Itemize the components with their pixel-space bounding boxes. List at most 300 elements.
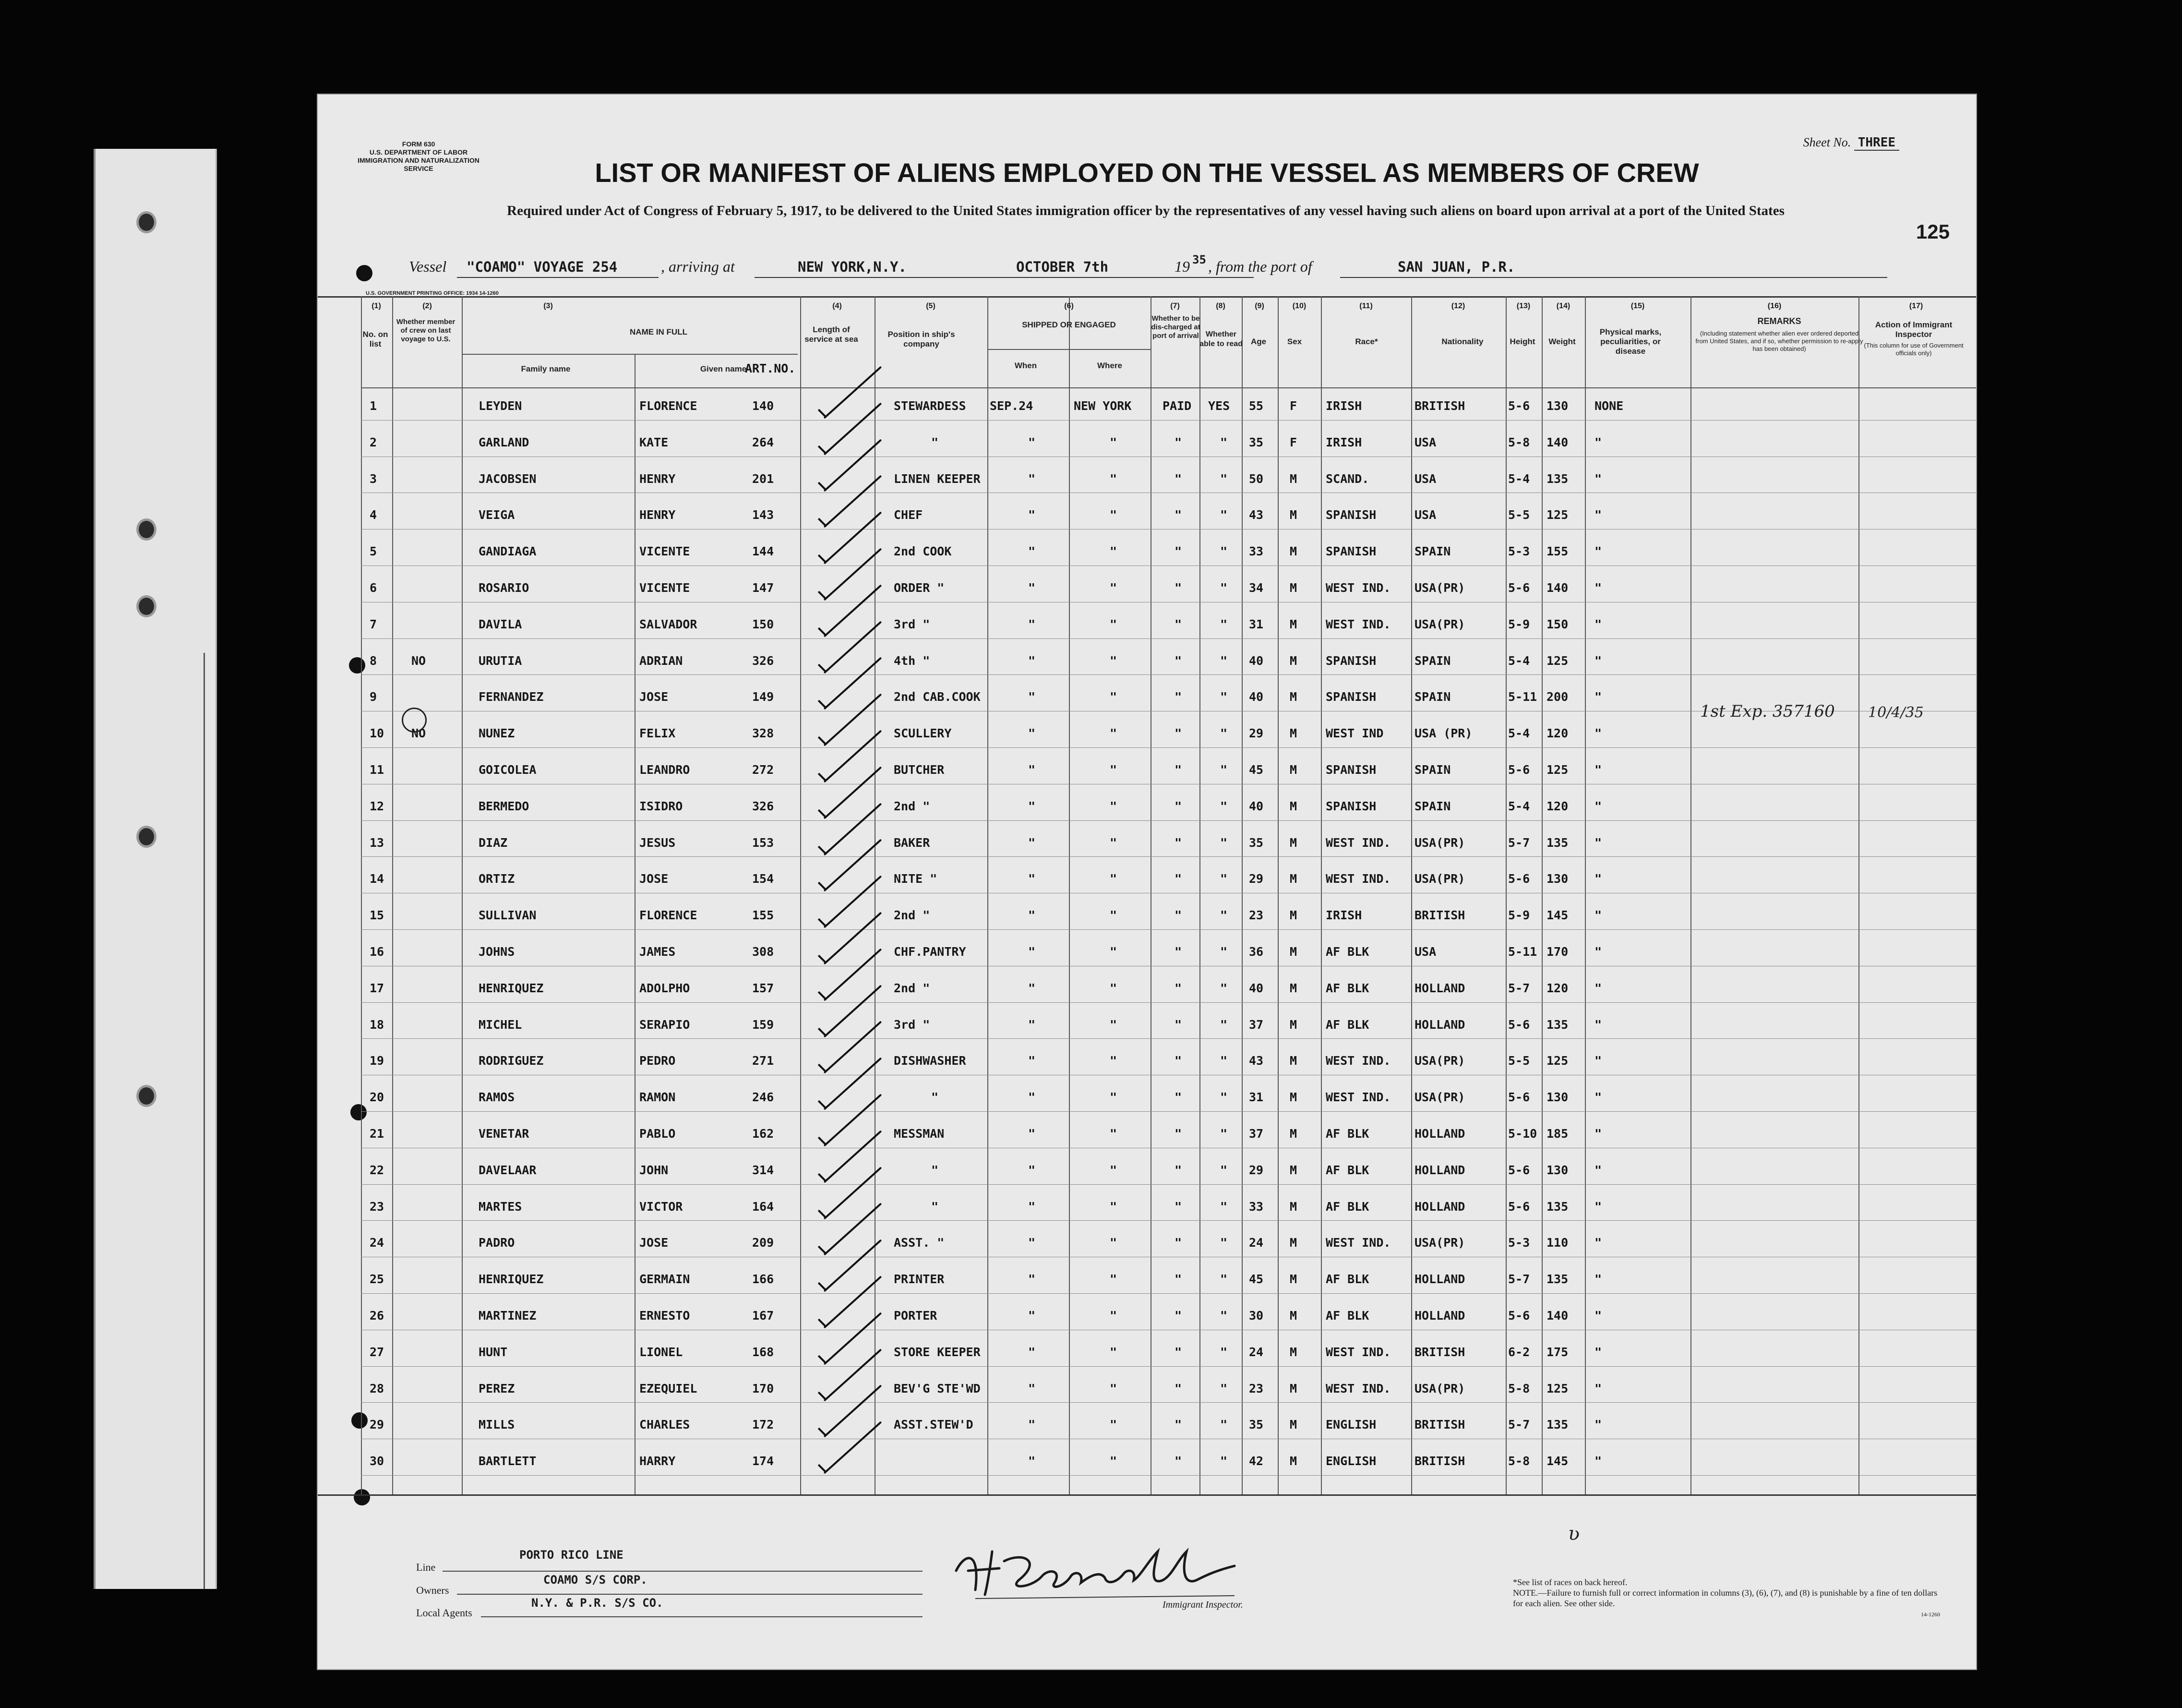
cell-row-number: 3 [370,471,377,486]
cell-position: 2nd " [894,981,930,995]
cell-able-to-read: " [1220,1127,1228,1141]
cell-able-to-read: " [1220,981,1228,995]
cell-able-to-read: " [1220,1090,1228,1105]
row-rule [361,1402,1976,1403]
cell-age: 29 [1249,1163,1264,1177]
cell-height: 5-4 [1508,726,1530,741]
cell-able-to-read: " [1220,835,1228,850]
cell-height: 5-6 [1508,763,1530,777]
agents-value: N.Y. & P.R. S/S CO. [531,1596,663,1610]
cell-sex: M [1290,981,1297,995]
cell-sex: M [1290,1236,1297,1250]
cell-age: 31 [1249,617,1264,631]
cell-art-number: 326 [752,653,774,668]
member-circle-mark [402,708,427,733]
cell-physical-marks: " [1595,617,1602,631]
cell-age: 37 [1249,1127,1264,1141]
cell-family-name: JACOBSEN [479,471,537,486]
header-remarks-note: (Including statement whether alien ever ordered deported from United States, and if so, whether permission to re-apply has been obtained) [1695,330,1863,352]
cell-shipped-when: " [1028,726,1036,741]
cell-nationality: BRITISH [1415,1418,1465,1432]
cell-able-to-read: " [1220,1054,1228,1068]
cell-family-name: GANDIAGA [479,544,537,559]
cell-nationality: USA(PR) [1415,872,1465,886]
cell-row-number: 25 [370,1272,384,1287]
cell-family-name: NUNEZ [479,726,515,741]
cell-nationality: USA(PR) [1415,1054,1465,1068]
cell-shipped-when: " [1028,799,1036,813]
cell-given-name: ADRIAN [639,653,683,668]
column-number: (10) [1292,302,1307,310]
cell-sex: M [1290,1272,1297,1287]
cell-race: WEST IND [1326,726,1384,741]
cell-able-to-read: " [1220,1418,1228,1432]
cell-family-name: URUTIA [479,653,522,668]
cell-height: 5-6 [1508,872,1530,886]
cell-height: 5-7 [1508,835,1530,850]
cell-weight: 110 [1547,1236,1569,1250]
cell-shipped-where: " [1110,835,1117,850]
cell-discharged: " [1175,763,1182,777]
cell-race: AF BLK [1326,1163,1369,1177]
cell-able-to-read: " [1220,1309,1228,1323]
cell-weight: 130 [1547,872,1569,886]
column-divider [1199,296,1200,1494]
cell-able-to-read: " [1220,653,1228,668]
cell-position: 2nd " [894,799,930,813]
cell-sex: M [1290,1454,1297,1468]
header-no-on-list: No. on list [362,330,388,349]
cell-physical-marks: " [1595,726,1602,741]
cell-art-number: 168 [752,1345,774,1359]
cell-shipped-where: " [1110,945,1117,959]
cell-nationality: BRITISH [1415,1345,1465,1359]
cell-sex: M [1290,1345,1297,1359]
cell-sex: M [1290,1163,1297,1177]
cell-age: 45 [1249,1272,1264,1287]
cell-age: 29 [1249,872,1264,886]
cell-race: WEST IND. [1326,872,1391,886]
header-length-service: Length of service at sea [804,325,858,344]
cell-physical-marks: " [1595,1127,1602,1141]
cell-shipped-where: " [1110,508,1117,522]
cell-position: 4th " [894,653,930,668]
vessel-label: Vessel [409,258,447,275]
cell-height: 5-7 [1508,1272,1530,1287]
cell-physical-marks: " [1595,1418,1602,1432]
cell-discharged: PAID [1163,399,1192,413]
cell-given-name: ADOLPHO [639,981,690,995]
cell-shipped-when: " [1028,1272,1036,1287]
cell-art-number: 308 [752,945,774,959]
cell-shipped-where: " [1110,1381,1117,1395]
cell-age: 31 [1249,1090,1264,1105]
cell-age: 24 [1249,1345,1264,1359]
cell-height: 5-6 [1508,1017,1530,1032]
cell-shipped-where: " [1110,1309,1117,1323]
column-number: (17) [1909,302,1923,310]
cell-art-number: 154 [752,872,774,886]
cell-row-number: 1 [370,399,377,413]
cell-sex: M [1290,1381,1297,1395]
cell-member-last-voyage: NO [411,653,426,668]
cell-shipped-where: " [1110,799,1117,813]
header-where: Where [1097,361,1122,370]
binder-hole [136,211,156,233]
cell-shipped-where: " [1110,1418,1117,1432]
cell-art-number: 162 [752,1127,774,1141]
cell-given-name: VICENTE [639,544,690,559]
cell-given-name: JOSE [639,690,669,704]
cell-age: 24 [1249,1236,1264,1250]
cell-row-number: 29 [370,1418,384,1432]
header-discharged: Whether to be dis-charged at port of arrival [1151,314,1200,340]
header-family-name: Family name [521,364,571,373]
cell-weight: 135 [1547,1272,1569,1287]
header-remarks: REMARKS [1757,316,1801,326]
cell-shipped-when: " [1028,690,1036,704]
cell-discharged: " [1175,508,1182,522]
cell-height: 5-6 [1508,1199,1530,1214]
cell-able-to-read: " [1220,544,1228,559]
cell-sex: M [1290,1127,1297,1141]
cell-shipped-where: " [1110,1127,1117,1141]
cell-art-number: 314 [752,1163,774,1177]
cell-sex: M [1290,908,1297,923]
cell-weight: 200 [1547,690,1569,704]
cell-nationality: USA (PR) [1415,726,1473,741]
cell-art-number: 155 [752,908,774,923]
column-number: (6) [1064,302,1074,310]
cell-able-to-read: " [1220,471,1228,486]
cell-shipped-where: " [1110,763,1117,777]
cell-nationality: BRITISH [1415,399,1465,413]
cell-weight: 135 [1547,1199,1569,1214]
cell-race: IRISH [1326,435,1362,449]
cell-sex: M [1290,1418,1297,1432]
cell-race: AF BLK [1326,1272,1369,1287]
cell-discharged: " [1175,1454,1182,1468]
form-code: 14-1260 [1921,1611,1940,1618]
cell-shipped-when: " [1028,835,1036,850]
cell-age: 35 [1249,435,1264,449]
cell-family-name: DIAZ [479,835,508,850]
cell-art-number: 153 [752,835,774,850]
cell-family-name: HENRIQUEZ [479,981,544,995]
cell-able-to-read: " [1220,908,1228,923]
cell-physical-marks: " [1595,471,1602,486]
cell-shipped-when: " [1028,1127,1036,1141]
cell-row-number: 2 [370,435,377,449]
cell-position: ORDER " [894,581,945,595]
header-age: Age [1250,337,1267,346]
cell-sex: M [1290,835,1297,850]
cell-weight: 155 [1547,544,1569,559]
cell-weight: 170 [1547,945,1569,959]
cell-race: AF BLK [1326,945,1369,959]
cell-height: 5-7 [1508,981,1530,995]
cell-weight: 185 [1547,1127,1569,1141]
cell-age: 34 [1249,581,1264,595]
cell-position: BAKER [894,835,930,850]
header-height: Height [1510,337,1535,346]
cell-row-number: 16 [370,945,384,959]
cell-weight: 125 [1547,763,1569,777]
cell-nationality: HOLLAND [1415,1127,1465,1141]
cell-race: IRISH [1326,399,1362,413]
cell-sex: M [1290,544,1297,559]
cell-row-number: 19 [370,1054,384,1068]
header-action-note: (This column for use of Government officials only) [1864,342,1964,357]
cell-row-number: 22 [370,1163,384,1177]
column-divider [1242,296,1243,1494]
cell-art-number: 143 [752,508,774,522]
cell-sex: M [1290,690,1297,704]
column-number: (11) [1359,302,1373,310]
cell-discharged: " [1175,1199,1182,1214]
cell-given-name: RAMON [639,1090,676,1105]
cell-age: 40 [1249,690,1264,704]
column-divider [462,296,463,1494]
cell-race: AF BLK [1326,1199,1369,1214]
cell-sex: M [1290,617,1297,631]
cell-age: 40 [1249,799,1264,813]
column-number: (15) [1631,302,1645,310]
cell-family-name: RODRIGUEZ [479,1054,544,1068]
cell-shipped-where: " [1110,581,1117,595]
header-given-name: Given name [700,364,747,373]
sheet-number-value: THREE [1854,135,1899,151]
cell-art-number: 271 [752,1054,774,1068]
cell-weight: 130 [1547,399,1569,413]
cell-shipped-when: " [1028,908,1036,923]
inspector-label: Immigrant Inspector. [1163,1600,1243,1610]
cell-race: SCAND. [1326,471,1369,486]
cell-height: 5-6 [1508,1163,1530,1177]
cell-shipped-when: " [1028,1236,1036,1250]
cell-nationality: HOLLAND [1415,1309,1465,1323]
cell-able-to-read: " [1220,1345,1228,1359]
cell-shipped-when: " [1028,1454,1036,1468]
cell-row-number: 4 [370,508,377,522]
cell-race: SPANISH [1326,763,1377,777]
cell-sex: M [1290,471,1297,486]
cell-height: 5-11 [1508,690,1537,704]
cell-nationality: USA [1415,471,1437,486]
cell-sex: M [1290,1090,1297,1105]
cell-art-number: 172 [752,1418,774,1432]
cell-weight: 130 [1547,1090,1569,1105]
column-divider [800,296,801,1494]
row8-remarks-annotation: 1st Exp. 357160 [1700,702,1835,721]
cell-weight: 140 [1547,581,1569,595]
column-divider [987,296,988,1494]
header-art-no: ART.NO. [745,361,796,375]
cell-discharged: " [1175,544,1182,559]
cell-shipped-when: " [1028,653,1036,668]
cell-family-name: MICHEL [479,1017,522,1032]
cell-physical-marks: " [1595,763,1602,777]
cell-physical-marks: " [1595,981,1602,995]
cell-nationality: USA [1415,435,1437,449]
cell-age: 23 [1249,908,1264,923]
cell-row-number: 21 [370,1127,384,1141]
cell-row-number: 9 [370,690,377,704]
binder-strip [94,149,217,1589]
year-suffix: 35 [1192,253,1206,266]
header-position: Position in ship's company [887,330,955,349]
header-race: Race* [1355,337,1378,346]
cell-shipped-when: " [1028,471,1036,486]
cell-nationality: USA(PR) [1415,1381,1465,1395]
header-bottom-rule [361,387,1976,388]
cell-height: 6-2 [1508,1345,1530,1359]
cell-shipped-when: " [1028,1054,1036,1068]
cell-sex: M [1290,945,1297,959]
cell-row-number: 24 [370,1236,384,1250]
cell-art-number: 149 [752,690,774,704]
row-rule [361,747,1976,748]
cell-able-to-read: " [1220,1199,1228,1214]
binder-hole [136,1085,156,1107]
column-number: (5) [926,302,935,310]
cell-weight: 125 [1547,1054,1569,1068]
cell-age: 40 [1249,981,1264,995]
cell-row-number: 7 [370,617,377,631]
cell-given-name: CHARLES [639,1418,690,1432]
row-rule [361,1111,1976,1112]
cell-art-number: 147 [752,581,774,595]
cell-physical-marks: " [1595,835,1602,850]
cell-age: 23 [1249,1381,1264,1395]
cell-family-name: PADRO [479,1236,515,1250]
binder-hole [136,518,156,541]
cell-height: 5-6 [1508,399,1530,413]
cell-able-to-read: " [1220,872,1228,886]
cell-position: 2nd CAB.COOK [894,690,981,704]
cell-weight: 135 [1547,471,1569,486]
cell-family-name: RAMOS [479,1090,515,1105]
row-rule [361,856,1976,857]
row8-action-annotation: 10/4/35 [1868,704,1924,721]
cell-shipped-when: " [1028,1309,1036,1323]
cell-sex: M [1290,1309,1297,1323]
cell-height: 5-6 [1508,581,1530,595]
column-number: (13) [1516,302,1531,310]
cell-family-name: PEREZ [479,1381,515,1395]
cell-height: 5-8 [1508,1381,1530,1395]
cell-shipped-when: " [1028,544,1036,559]
cell-family-name: MARTINEZ [479,1309,537,1323]
cell-able-to-read: " [1220,1163,1228,1177]
cell-sex: M [1290,726,1297,741]
cell-shipped-when: " [1028,508,1036,522]
cell-position: CHF.PANTRY [894,945,966,959]
cell-art-number: 150 [752,617,774,631]
cell-family-name: HENRIQUEZ [479,1272,544,1287]
cell-nationality: USA(PR) [1415,1236,1465,1250]
cell-race: WEST IND. [1326,1236,1391,1250]
table-top-rule [318,296,1976,298]
cell-position: 3rd " [894,1017,930,1032]
cell-row-number: 28 [370,1381,384,1395]
cell-shipped-where: " [1110,435,1117,449]
service-name: IMMIGRATION AND NATURALIZATION SERVICE [358,156,480,172]
cell-position: BUTCHER [894,763,945,777]
cell-age: 36 [1249,945,1264,959]
cell-shipped-where: " [1110,653,1117,668]
owners-underline [457,1594,923,1595]
column-divider [1585,296,1586,1494]
column-divider [1278,296,1279,1494]
cell-sex: M [1290,763,1297,777]
cell-weight: 120 [1547,726,1569,741]
column-number: (9) [1255,302,1264,310]
cell-race: SPANISH [1326,544,1377,559]
cell-family-name: DAVILA [479,617,522,631]
cell-physical-marks: " [1595,1017,1602,1032]
departure-port: SAN JUAN, P.R. [1398,259,1515,275]
cell-height: 5-3 [1508,1236,1530,1250]
cell-art-number: 272 [752,763,774,777]
cell-sex: M [1290,1017,1297,1032]
header-action-inspector: Action of Immigrant Inspector [1875,320,1953,339]
column-number: (7) [1170,302,1180,310]
owners-label: Owners [416,1584,449,1596]
cell-position: PORTER [894,1309,937,1323]
cell-physical-marks: " [1595,908,1602,923]
cell-shipped-where: " [1110,544,1117,559]
cell-given-name: FLORENCE [639,908,697,923]
cell-shipped-when: " [1028,872,1036,886]
sheet-number-label: Sheet No. [1803,135,1851,149]
column-divider [1069,349,1070,1494]
row-rule [361,420,1976,421]
cell-nationality: HOLLAND [1415,1272,1465,1287]
cell-race: SPANISH [1326,508,1377,522]
cell-age: 35 [1249,1418,1264,1432]
cell-able-to-read: " [1220,1017,1228,1032]
cell-able-to-read: " [1220,1236,1228,1250]
cell-shipped-when: " [1028,1381,1036,1395]
column-divider [392,296,393,1494]
header-physical-marks: Physical marks, peculiarities, or disease [1599,327,1662,356]
cell-shipped-where: " [1110,872,1117,886]
column-divider [1690,296,1691,1494]
cell-race: WEST IND. [1326,1345,1391,1359]
cell-row-number: 17 [370,981,384,995]
cell-shipped-when: " [1028,581,1036,595]
cell-nationality: SPAIN [1415,544,1451,559]
cell-art-number: 159 [752,1017,774,1032]
cell-shipped-when: " [1028,1090,1036,1105]
cell-weight: 150 [1547,617,1569,631]
cell-age: 33 [1249,544,1264,559]
row-rule [361,929,1976,930]
cell-family-name: ROSARIO [479,581,529,595]
cell-nationality: HOLLAND [1415,1017,1465,1032]
cell-art-number: 167 [752,1309,774,1323]
cell-weight: 145 [1547,1454,1569,1468]
cell-height: 5-5 [1508,508,1530,522]
row-rule [361,1220,1976,1221]
cell-discharged: " [1175,1236,1182,1250]
cell-shipped-when: " [1028,435,1036,449]
cell-nationality: SPAIN [1415,763,1451,777]
cell-row-number: 23 [370,1199,384,1214]
cell-art-number: 246 [752,1090,774,1105]
cell-age: 29 [1249,726,1264,741]
